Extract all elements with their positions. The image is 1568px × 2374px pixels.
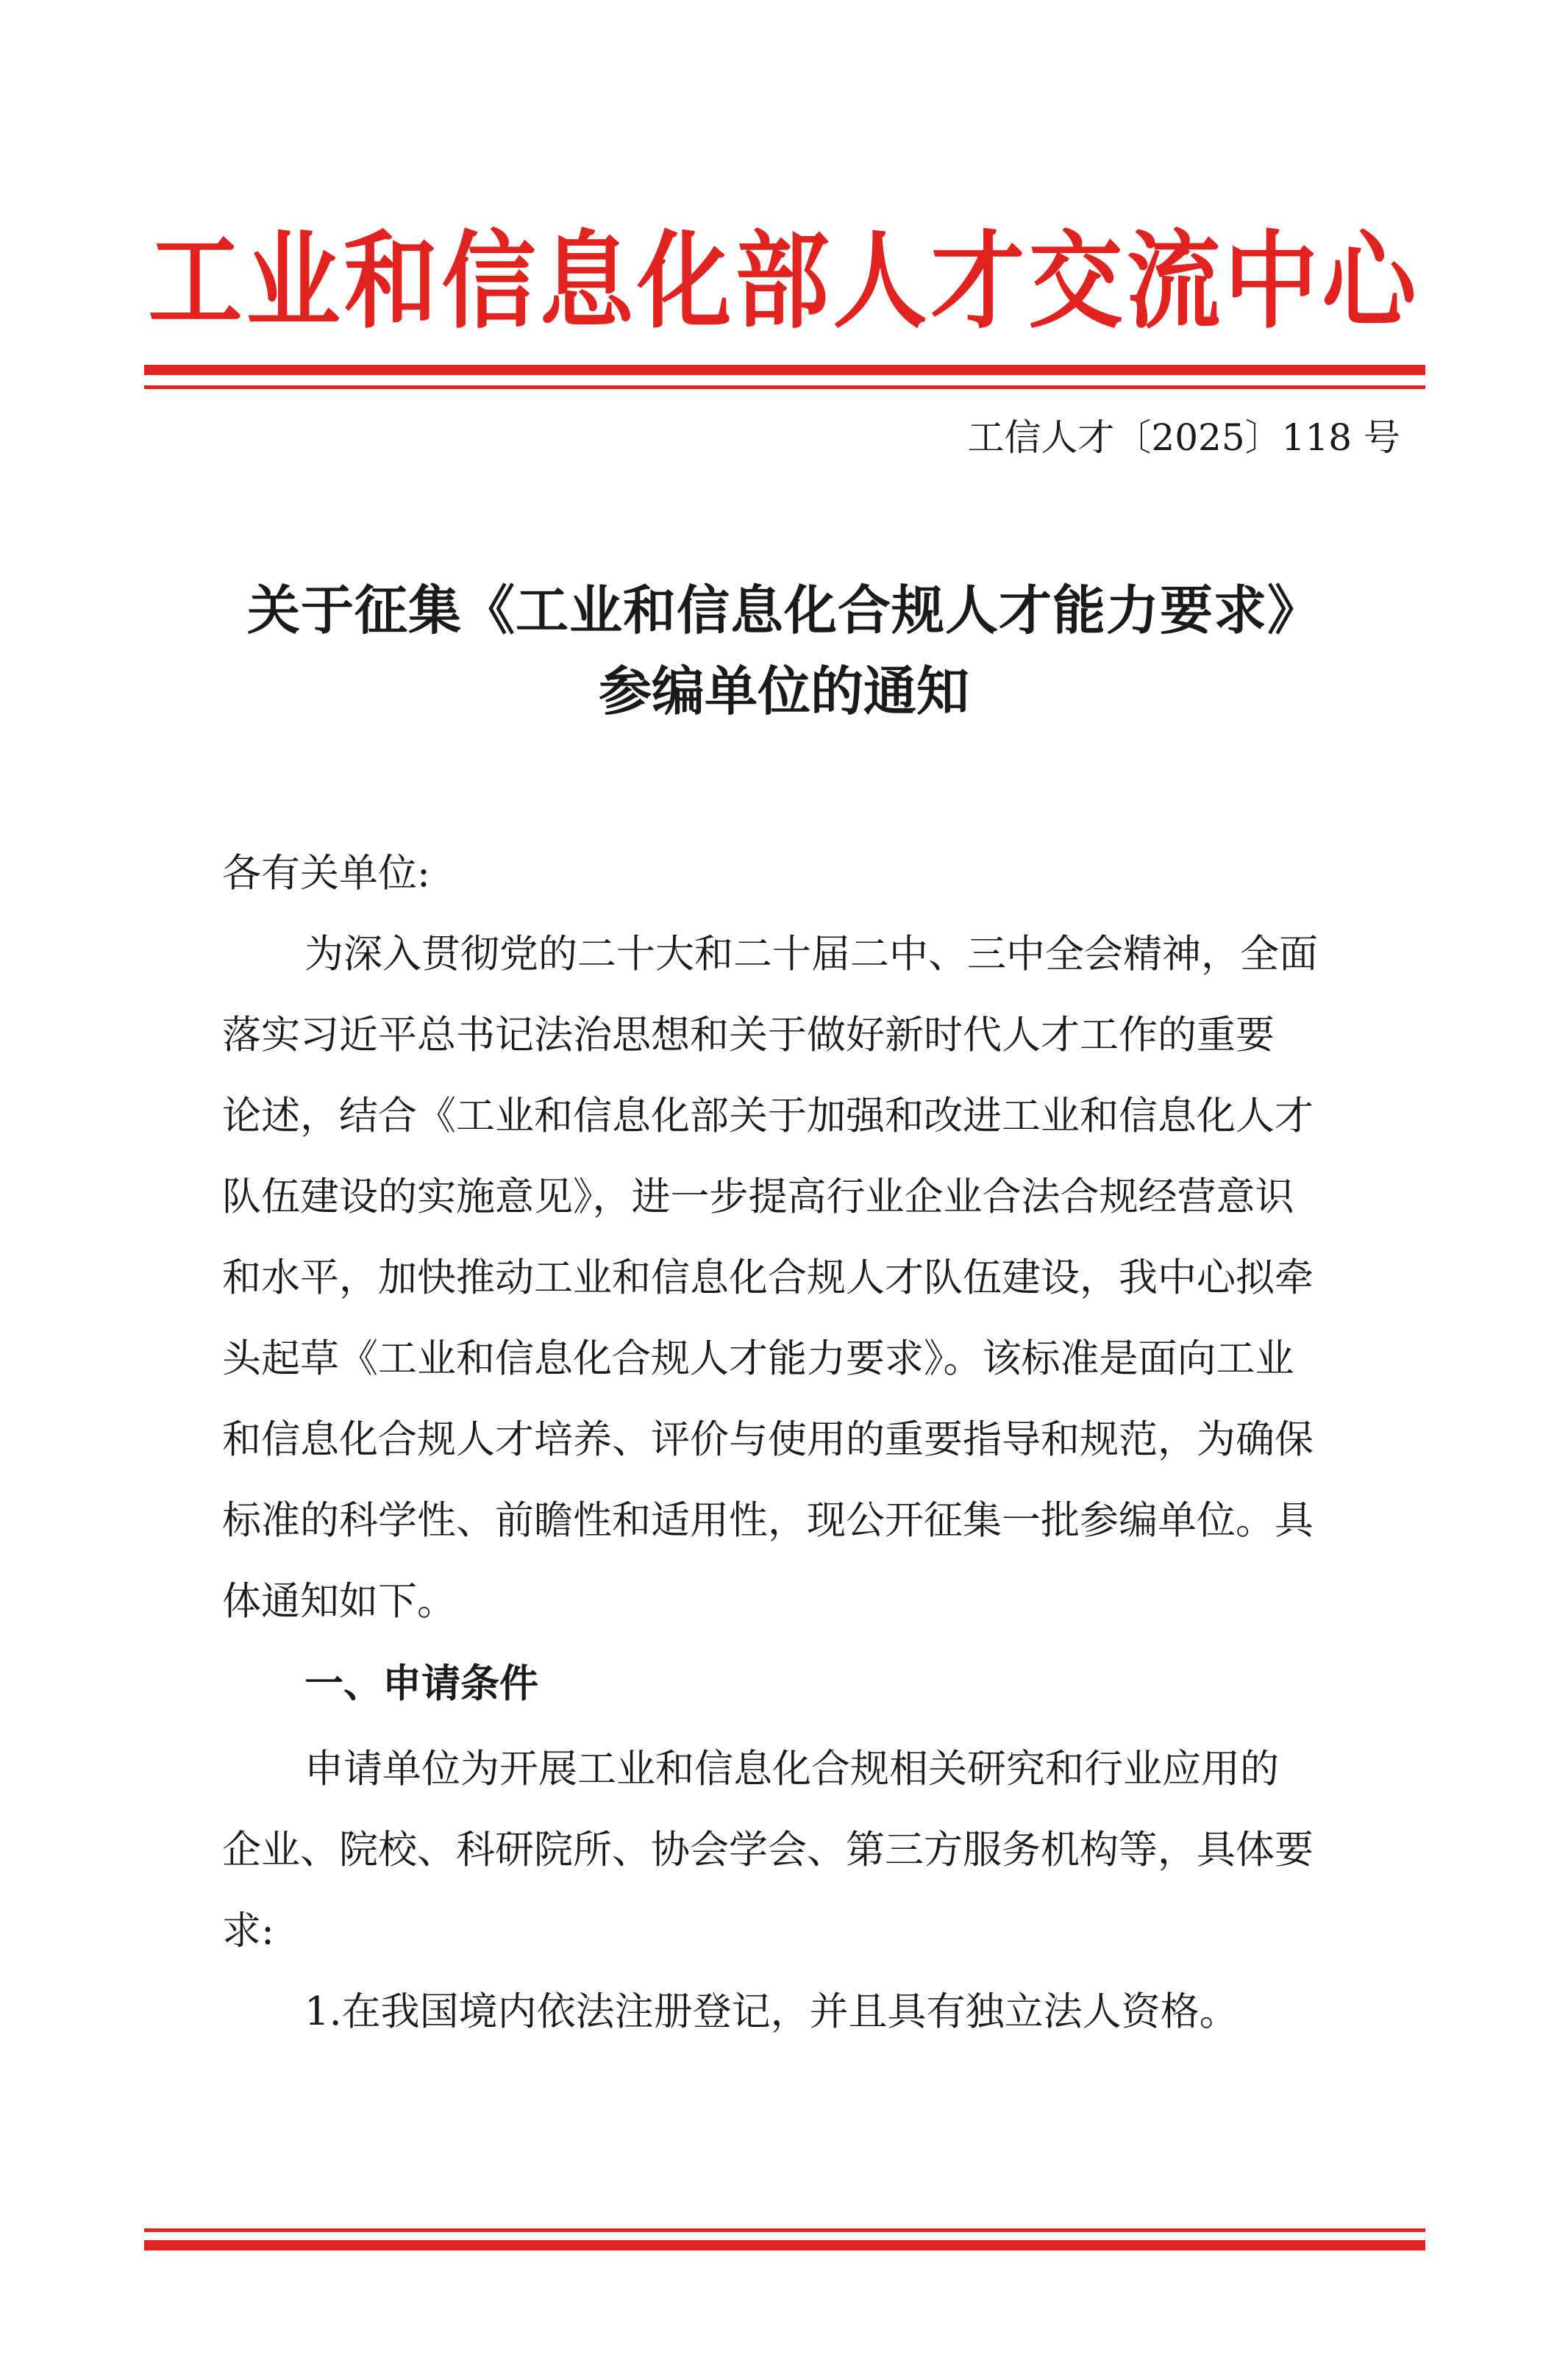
paragraph-1-line: 头起草《工业和信息化合规人才能力要求》。该标准是面向工业 — [222, 1336, 1294, 1381]
paragraph-1-line: 为深入贯彻党的二十大和二十届二中、三中全会精神，全面 — [304, 932, 1318, 977]
paragraph-2-line: 申请单位为开展工业和信息化合规相关研究和行业应用的 — [304, 1747, 1279, 1792]
paragraph-2-line: 求: — [222, 1908, 274, 1953]
requirement-item-1: 1.在我国境内依法注册登记，并且具有独立法人资格。 — [304, 1989, 1239, 2034]
section-heading-application-conditions: 一、申请条件 — [304, 1661, 538, 1706]
salutation: 各有关单位: — [222, 851, 430, 896]
letterhead-org-name: 工业和信息化部人才交流中心 — [148, 221, 1420, 343]
header-rule-thin — [144, 385, 1425, 389]
paragraph-1-line: 标准的科学性、前瞻性和适用性，现公开征集一批参编单位。具 — [222, 1498, 1314, 1543]
header-rule-thick — [144, 365, 1425, 375]
paragraph-1-line: 和信息化合规人才培养、评价与使用的重要指导和规范，为确保 — [222, 1417, 1314, 1462]
document-title-line-2: 参编单位的通知 — [598, 660, 969, 722]
footer-rule-thin — [144, 2228, 1425, 2232]
paragraph-1-line: 体通知如下。 — [222, 1579, 456, 1624]
paragraph-1-line: 论述，结合《工业和信息化部关于加强和改进工业和信息化人才 — [222, 1094, 1314, 1138]
paragraph-2-line: 企业、院校、科研院所、协会学会、第三方服务机构等，具体要 — [222, 1828, 1314, 1872]
paragraph-1-line: 队伍建设的实施意见》，进一步提高行业企业合法合规经营意识 — [222, 1174, 1294, 1219]
document-number: 工信人才〔2025〕118 号 — [967, 416, 1400, 459]
paragraph-1-line: 落实习近平总书记法治思想和关于做好新时代人才工作的重要 — [222, 1013, 1275, 1058]
footer-rule-thick — [144, 2240, 1425, 2250]
paragraph-1-line: 和水平，加快推动工业和信息化合规人才队伍建设，我中心拟牵 — [222, 1255, 1314, 1300]
document-title-line-1: 关于征集《工业和信息化合规人才能力要求》 — [246, 580, 1321, 641]
